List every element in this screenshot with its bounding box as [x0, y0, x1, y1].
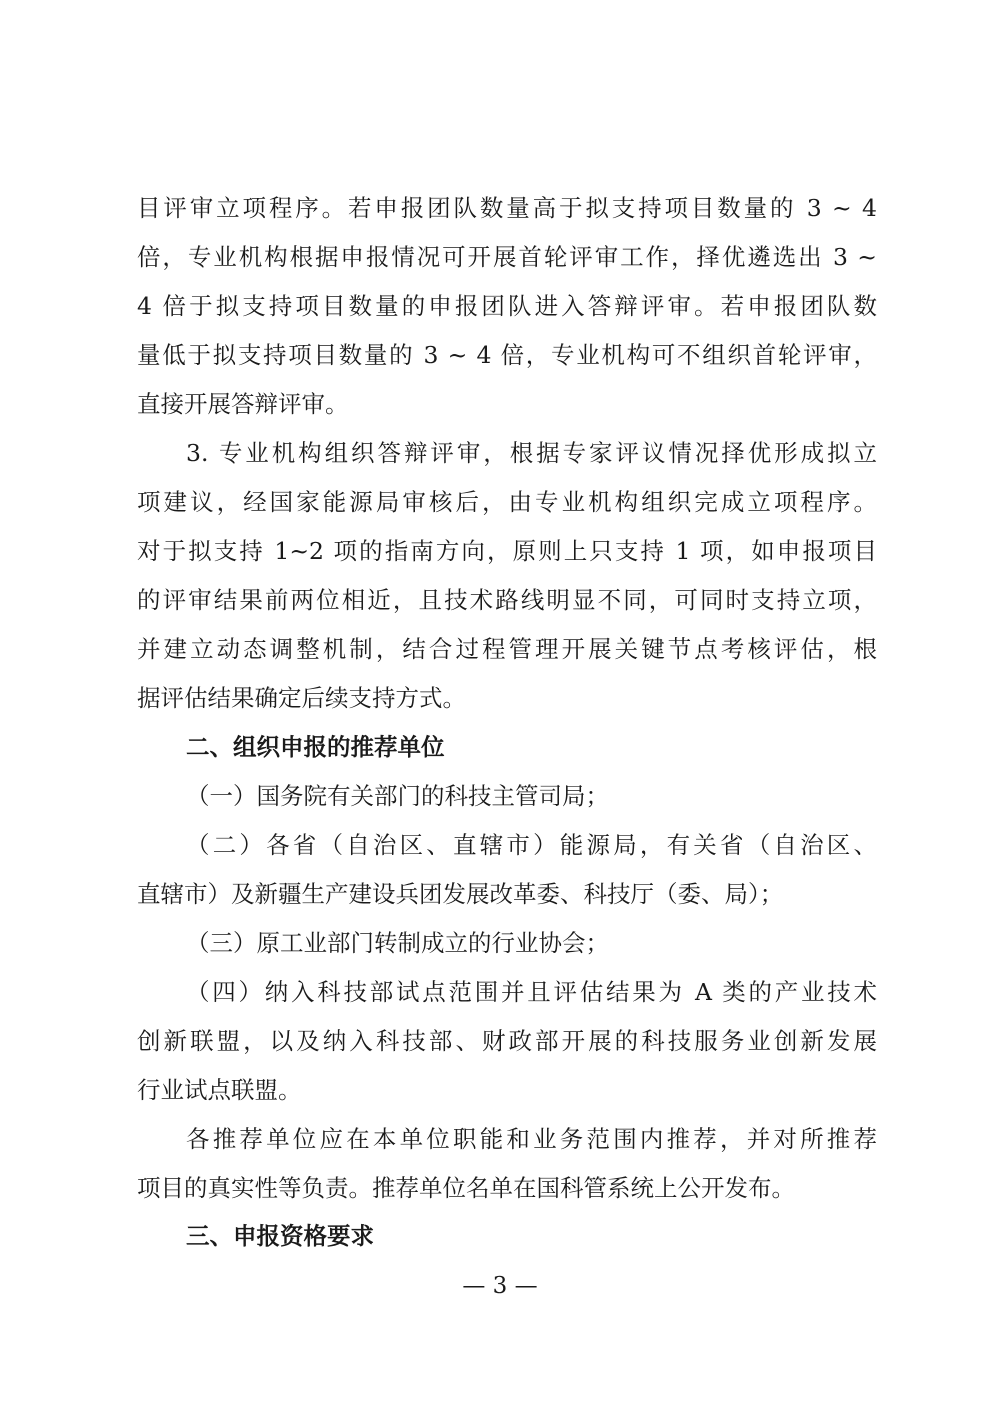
list-item-line: 创新联盟，以及纳入科技部、财政部开展的科技服务业创新发展 — [137, 1027, 877, 1055]
paragraph-line: 量低于拟支持项目数量的 3 ~ 4 倍，专业机构可不组织首轮评审， — [137, 341, 877, 369]
paragraph-line: 的评审结果前两位相近，且技术路线明显不同，可同时支持立项， — [137, 586, 877, 614]
list-item: （一）国务院有关部门的科技主管司局； — [186, 782, 609, 810]
list-item-line: 直辖市）及新疆生产建设兵团发展改革委、科技厅（委、局）； — [137, 880, 784, 908]
paragraph-line: 直接开展答辩评审。 — [137, 390, 349, 418]
paragraph-line: 项建议，经国家能源局审核后，由专业机构组织完成立项程序。 — [137, 488, 877, 516]
list-item-line: （四）纳入科技部试点范围并且评估结果为 A 类的产业技术 — [186, 978, 877, 1006]
paragraph-line: 各推荐单位应在本单位职能和业务范围内推荐，并对所推荐 — [186, 1125, 877, 1153]
paragraph-line: 3. 专业机构组织答辩评审，根据专家评议情况择优形成拟立 — [186, 439, 877, 467]
paragraph-line: 倍，专业机构根据申报情况可开展首轮评审工作，择优遴选出 3 ~ — [137, 243, 877, 271]
paragraph-line: 目评审立项程序。若申报团队数量高于拟支持项目数量的 3 ~ 4 — [137, 194, 877, 222]
list-item: （三）原工业部门转制成立的行业协会； — [186, 929, 609, 957]
list-item-line: （二）各省（自治区、直辖市）能源局，有关省（自治区、 — [186, 831, 877, 859]
section-heading: 二、组织申报的推荐单位 — [186, 733, 445, 761]
paragraph-line: 项目的真实性等负责。推荐单位名单在国科管系统上公开发布。 — [137, 1174, 795, 1202]
page-number: — 3 — — [462, 1273, 538, 1299]
paragraph-line: 据评估结果确定后续支持方式。 — [137, 684, 466, 712]
paragraph-line: 对于拟支持 1~2 项的指南方向，原则上只支持 1 项，如申报项目 — [137, 537, 877, 565]
paragraph-line: 4 倍于拟支持项目数量的申报团队进入答辩评审。若申报团队数 — [137, 292, 877, 320]
section-heading: 三、申报资格要求 — [186, 1222, 374, 1250]
list-item-line: 行业试点联盟。 — [137, 1076, 302, 1104]
paragraph-line: 并建立动态调整机制，结合过程管理开展关键节点考核评估，根 — [137, 635, 877, 663]
